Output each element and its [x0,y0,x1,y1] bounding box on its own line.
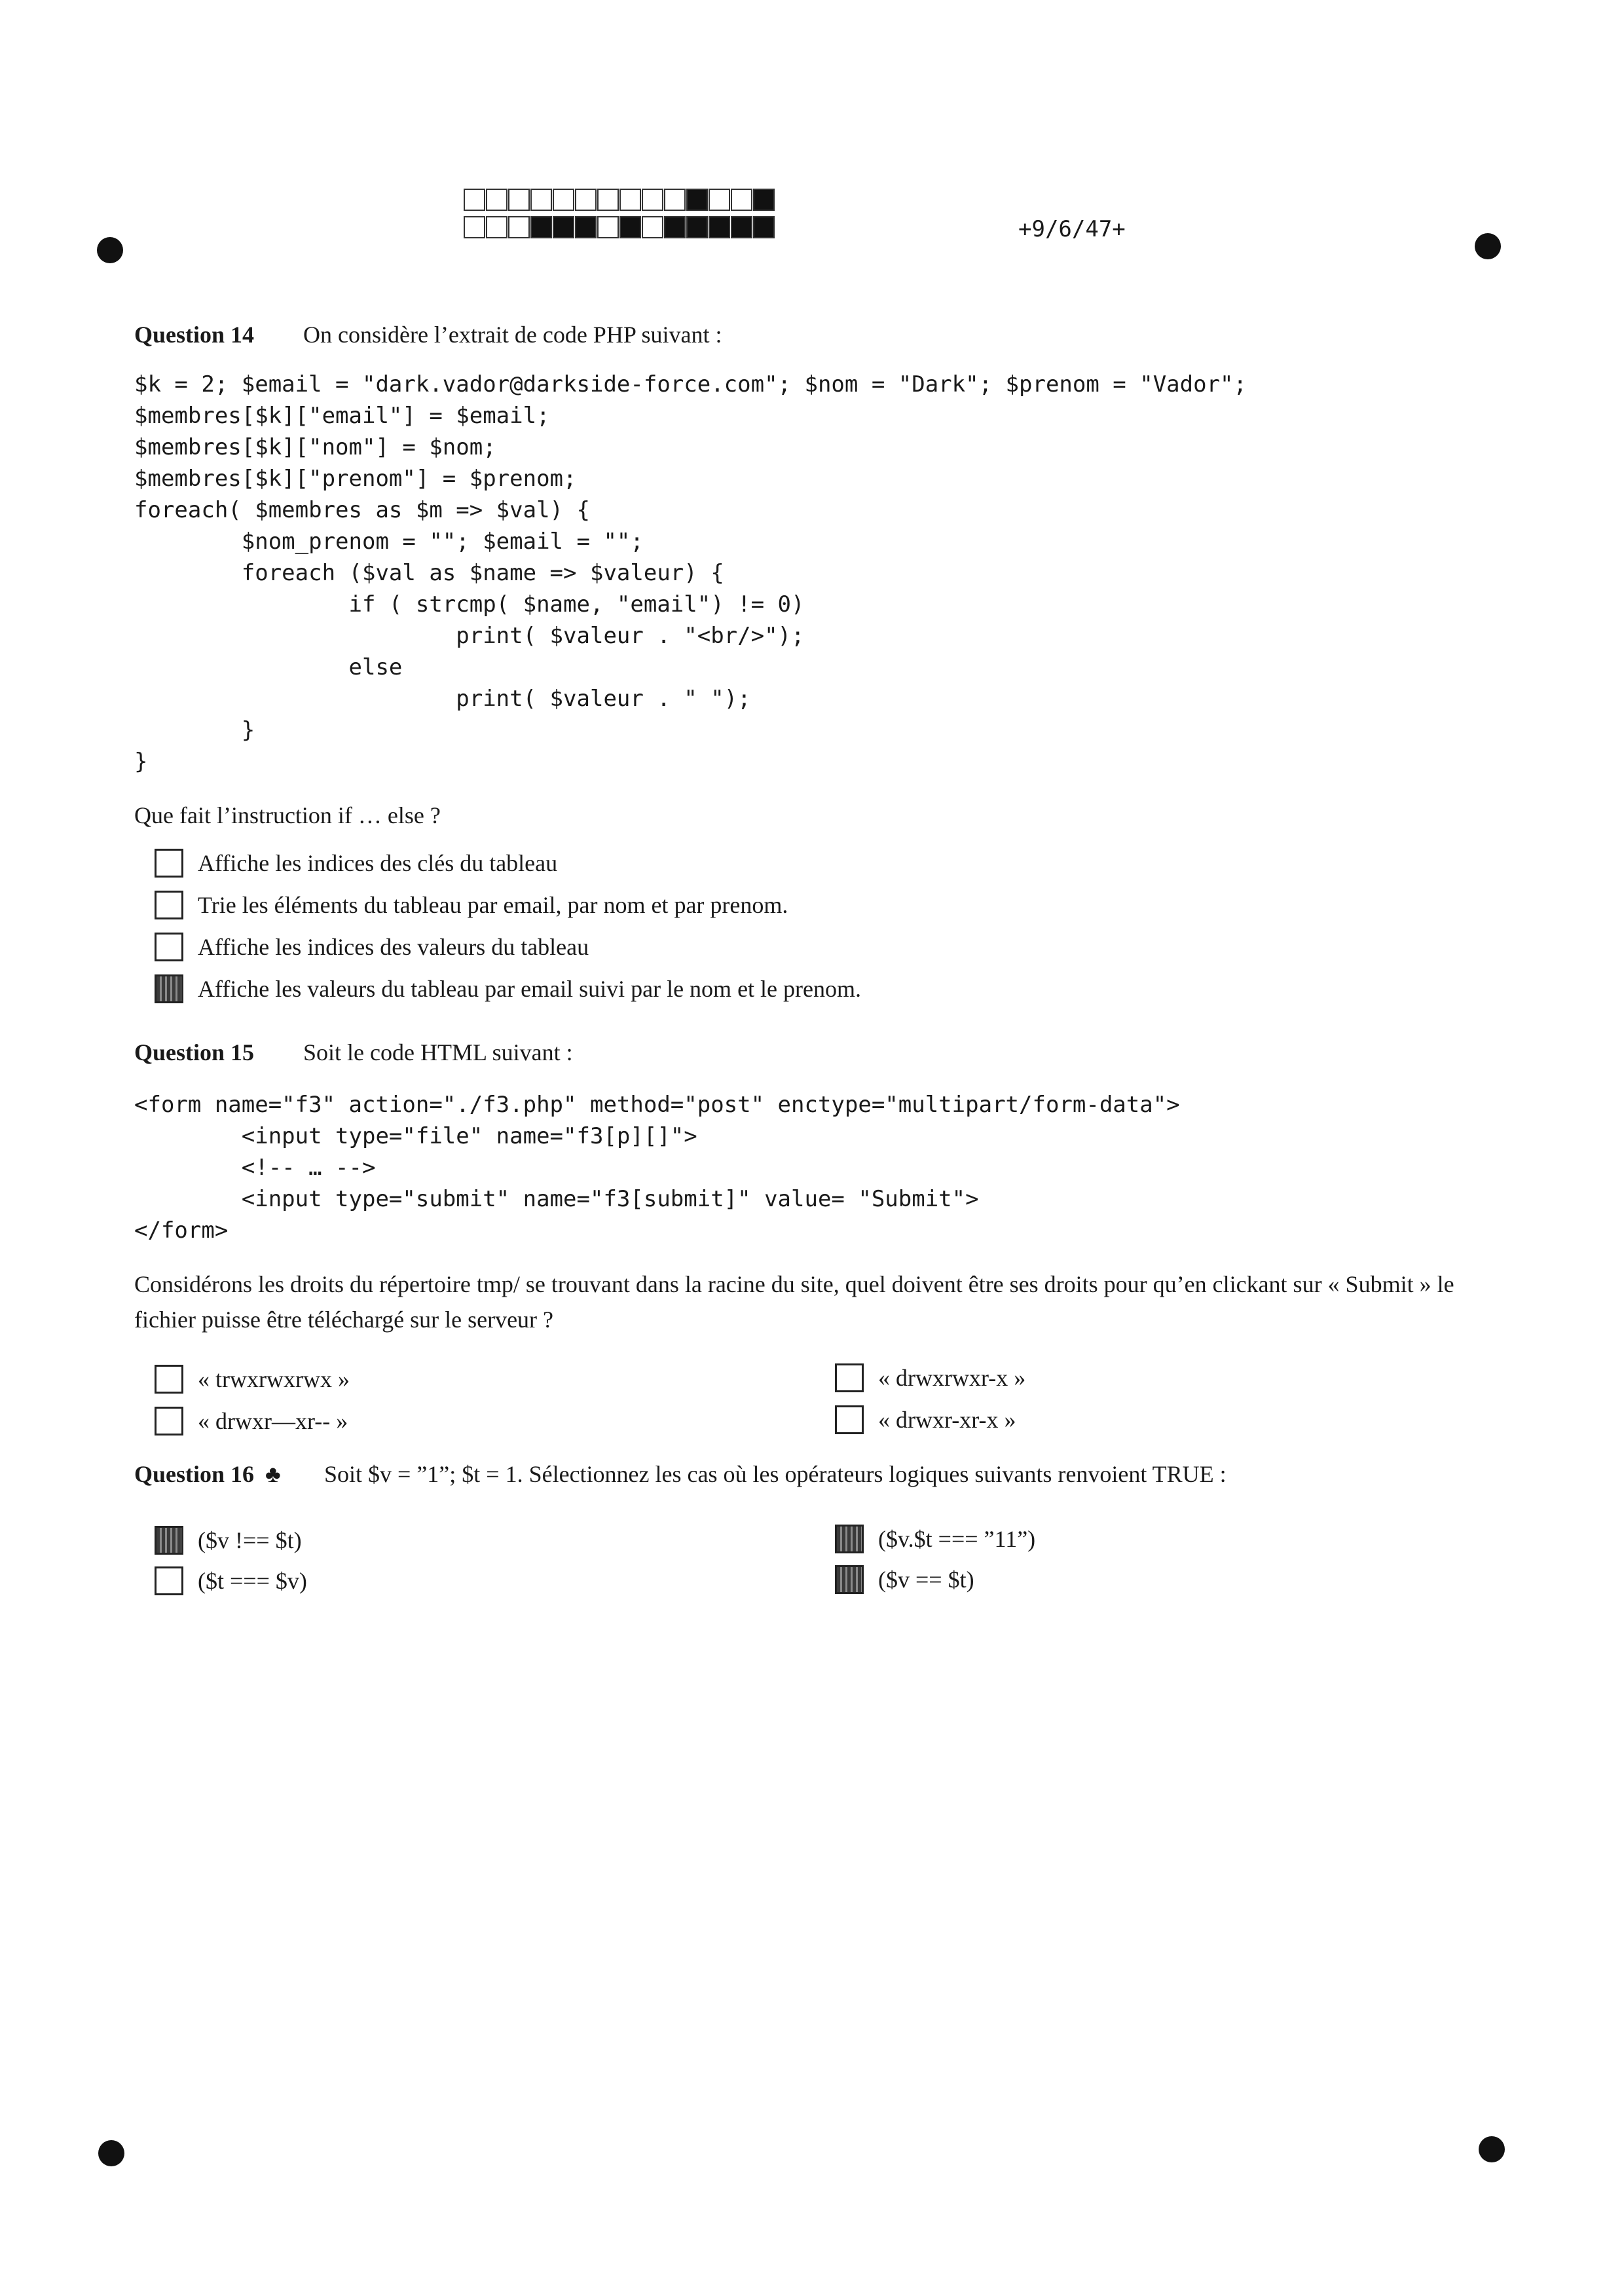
q15-code-line: <!-- … --> [134,1155,376,1181]
q14-code-line: print( $valeur . "<br/>"); [134,623,805,649]
question-14-code [134,369,1247,777]
q15-option-2[interactable] [835,1363,1025,1392]
q15-option-3-checkbox[interactable] [155,1407,183,1435]
page-id: +9/6/47+ [1018,216,1126,242]
q16-option-3-label: ($t === $v) [198,1568,307,1594]
question-15-label: Question 15 [134,1039,255,1065]
q16-option-4-checkbox[interactable] [835,1565,864,1594]
q16-option-2-checkbox[interactable] [835,1525,864,1553]
q15-code-line: <form name="f3" action="./f3.php" method="post" enctype="multipart/form-data"> [134,1092,1180,1118]
q16-option-2[interactable] [835,1525,1035,1553]
barcode-cell [486,189,507,211]
q14-option-3-label: Affiche les indices des valeurs du tableau [198,934,589,960]
q14-option-4-label: Affiche les valeurs du tableau par email suivi par le nom et le prenom. [198,976,861,1002]
question-14-prompt: On considère l’extrait de code PHP suivant : [303,322,722,348]
barcode-cell [530,216,552,238]
q14-code-line: print( $valeur . " "); [134,686,751,712]
barcode-cell [642,216,663,238]
q16-option-1[interactable] [155,1526,302,1555]
q14-code-line: } [134,717,255,743]
q15-option-2-label: « drwxrwxr-x » [878,1365,1026,1391]
barcode-cell [753,216,775,238]
q15-option-1[interactable] [155,1365,350,1394]
q14-code-line: $membres[$k]["nom"] = $nom; [134,434,496,460]
q15-option-4[interactable] [835,1405,1016,1434]
corner-mark-bottom-right [1479,2136,1505,2162]
q14-option-1-checkbox[interactable] [155,849,183,878]
q14-code-line: } [134,749,148,775]
club-icon: ♣ [265,1461,281,1487]
q16-option-2-label: ($v.$t === ”11”) [878,1526,1036,1552]
barcode-cell [575,189,597,211]
q14-option-3-checkbox[interactable] [155,933,183,961]
q14-code-line: if ( strcmp( $name, "email") != 0) [134,591,805,618]
question-14-question: Que fait l’instruction if … else ? [134,802,441,828]
barcode-cell [508,216,530,238]
barcode-cell [597,216,619,238]
corner-mark-top-left [97,237,123,263]
barcode-cell [464,216,485,238]
barcode-cell [597,189,619,211]
q15-code-line: <input type="file" name="f3[p][]"> [134,1123,697,1149]
exam-barcode [464,189,775,238]
q14-code-line: $membres[$k]["email"] = $email; [134,403,550,429]
q15-code-line: <input type="submit" name="f3[submit]" value= "Submit"> [134,1186,979,1212]
q14-option-2[interactable] [155,891,788,919]
q16-option-1-checkbox[interactable] [155,1526,183,1555]
question-15-prompt: Soit le code HTML suivant : [303,1039,573,1065]
q14-option-4-checkbox[interactable] [155,974,183,1003]
barcode-cell [508,189,530,211]
q15-option-4-checkbox[interactable] [835,1405,864,1434]
barcode-cell [619,216,641,238]
barcode-cell [642,189,663,211]
q15-option-1-checkbox[interactable] [155,1365,183,1394]
barcode-cell [553,189,574,211]
question-15-question: Considérons les droits du répertoire tmp/ se trouvant dans la racine du site, quel doivent être ses droits pour qu’en clickant sur « Submit » le fichier puisse être téléchargé sur le serveur ? [134,1271,1454,1333]
barcode-cell [709,216,730,238]
barcode-cell [709,189,730,211]
q14-code-line: $membres[$k]["prenom"] = $prenom; [134,466,577,492]
q14-option-1[interactable] [155,849,557,878]
q15-option-4-label: « drwxr-xr-x » [878,1407,1016,1433]
barcode-cell [731,216,752,238]
question-16-label: Question 16 [134,1461,255,1487]
q14-option-4[interactable] [155,974,861,1003]
question-15-code [134,1089,1180,1246]
barcode-cell [664,189,686,211]
barcode-cell [553,216,574,238]
corner-mark-bottom-left [98,2140,124,2166]
q14-option-3[interactable] [155,933,589,961]
q14-code-line: $k = 2; $email = "dark.vador@darkside-force.com"; $nom = "Dark"; $prenom = "Vador"; [134,371,1247,398]
question-14-label: Question 14 [134,322,255,348]
q14-code-line: foreach( $membres as $m => $val) { [134,497,590,523]
q16-option-1-label: ($v !== $t) [198,1527,302,1553]
q14-option-2-label: Trie les éléments du tableau par email, par nom et par prenom. [198,892,788,918]
q15-option-2-checkbox[interactable] [835,1363,864,1392]
question-16-header [134,1460,1227,1488]
barcode-cell [575,216,597,238]
barcode-cell [731,189,752,211]
q16-option-4-label: ($v == $t) [878,1566,974,1593]
barcode-cell [619,189,641,211]
barcode-cell [486,216,507,238]
q14-code-line: else [134,654,403,680]
barcode-cell [530,189,552,211]
q16-option-3[interactable] [155,1566,307,1595]
question-14-header [134,321,722,348]
q14-code-line: foreach ($val as $name => $valeur) { [134,560,724,586]
question-16-prompt: Soit $v = ”1”; $t = 1. Sélectionnez les cas où les opérateurs logiques suivants renvoient TRUE : [324,1461,1227,1487]
corner-mark-top-right [1475,233,1501,259]
barcode-cell [664,216,686,238]
q14-option-1-label: Affiche les indices des clés du tableau [198,850,558,876]
q16-option-4[interactable] [835,1565,974,1594]
question-15-header [134,1039,573,1066]
q14-code-line: $nom_prenom = ""; $email = ""; [134,528,644,555]
barcode-cell [753,189,775,211]
barcode-row-bottom [464,216,775,238]
q16-option-3-checkbox[interactable] [155,1566,183,1595]
barcode-cell [464,189,485,211]
barcode-cell [686,216,708,238]
barcode-cell [686,189,708,211]
barcode-row-top [464,189,775,211]
q15-code-line: </form> [134,1217,229,1244]
q15-option-3-label: « drwxr—xr-- » [198,1408,348,1434]
q14-option-2-checkbox[interactable] [155,891,183,919]
q15-option-1-label: « trwxrwxrwx » [198,1366,350,1392]
q15-option-3[interactable] [155,1407,348,1435]
